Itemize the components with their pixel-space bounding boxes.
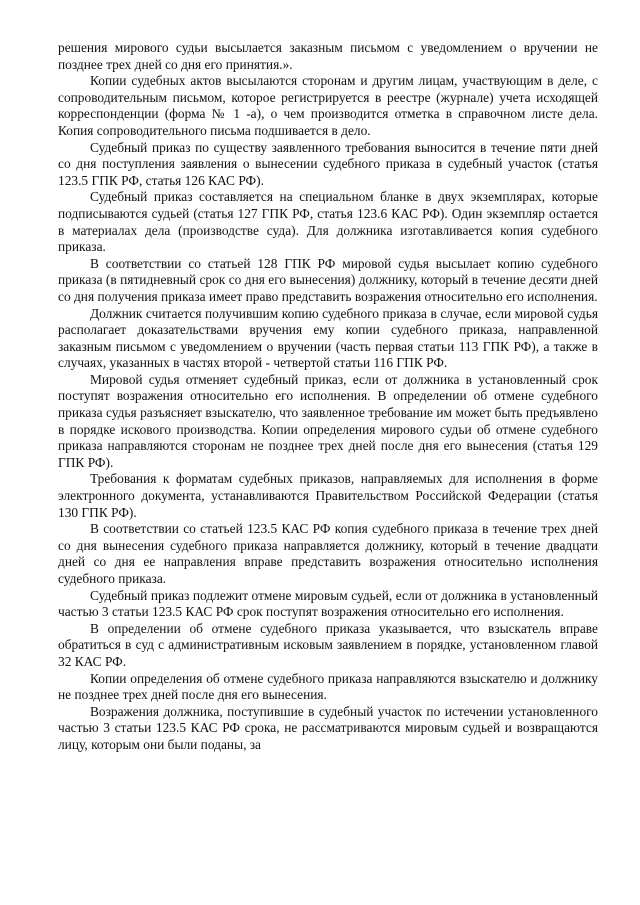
paragraph-late-objections: Возражения должника, поступившие в судебный участок по истечении установленного частью 3 статьи 123.5 КАС РФ срока, не рассматриваются мировым судьей и возвращаются лицу, которым они были поданы, за: [58, 703, 598, 752]
paragraph-cancel-ruling: В определении об отмене судебного приказа указывается, что взыскатель вправе обратиться в суд с административным исковым заявлением в порядке, установленном главой 32 КАС РФ.: [58, 620, 598, 669]
paragraph-article-128: В соответствии со статьей 128 ГПК РФ мировой судья высылает копию судебного приказа (в пятидневный срок со дня его вынесения) должнику, который в течение десяти дней со дня получения приказа имеет право представить возражения относительно его исполнения.: [58, 255, 598, 304]
document-page: [58, 40, 598, 754]
paragraph-order-issued: Судебный приказ по существу заявленного требования выносится в течение пяти дней со дня поступления заявления о вынесении судебного приказа в судебный участок (статья 123.5 ГПК РФ, статья 126 КАС РФ).: [58, 139, 598, 188]
paragraph-continuation: решения мирового судьи высылается заказным письмом с уведомлением о вручении не позднее трех дней со дня его принятия.».: [58, 40, 598, 72]
paragraph-order-cancel: Мировой судья отменяет судебный приказ, если от должника в установленный срок поступят возражения относительно его исполнения. В определении об отмене судебного приказа судья разъясняет взыскателю, что заявленное требование им может быть предъявлено в порядке искового производства. Копии определения мирового судьи об отмене судебного приказа направляются сторонам не позднее трех дней после дня его вынесения (статья 129 ГПК РФ).: [58, 371, 598, 470]
paragraph-order-form: Судебный приказ составляется на специальном бланке в двух экземплярах, которые подписываются судьей (статья 127 ГПК РФ, статья 123.6 КАС РФ). Один экземпляр остается в материалах дела (производстве суда). Для должника изготавливается копия судебного приказа.: [58, 189, 598, 255]
paragraph-copies-sent: Копии судебных актов высылаются сторонам и другим лицам, участвующим в деле, с сопроводительным письмом, которое регистрируется в реестре (журнале) учета исходящей корреспонденции (форма № 1 -а), о чем производится отметка в справочном листе дела. Копия сопроводительного письма подшивается в дело.: [58, 73, 598, 138]
paragraph-cancel-kas: Судебный приказ подлежит отмене мировым судьей, если от должника в установленный частью 3 статьи 123.5 КАС РФ срок поступят возражения относительно его исполнения.: [58, 587, 598, 620]
paragraph-ruling-copies: Копии определения об отмене судебного приказа направляются взыскателю и должнику не позднее трех дней после дня его вынесения.: [58, 670, 598, 703]
paragraph-debtor-received: Должник считается получившим копию судебного приказа в случае, если мировой судья располагает доказательствами вручения ему копии судебного приказа, направленной заказным письмом с уведомлением о вручении (часть первая статьи 113 ГПК РФ), а также в случаях, указанных в частях второй - четвертой статьи 116 ГПК РФ.: [58, 305, 598, 371]
paragraph-kas-123-5: В соответствии со статьей 123.5 КАС РФ копия судебного приказа в течение трех дней со дня вынесения судебного приказа направляется должнику, который в течение двадцати дней со дня ее направления вправе представить возражения относительно исполнения судебного приказа.: [58, 521, 598, 586]
paragraph-electronic-format: Требования к форматам судебных приказов, направляемых для исполнения в форме электронного документа, устанавливаются Правительством Российской Федерации (статья 130 ГПК РФ).: [58, 471, 598, 520]
